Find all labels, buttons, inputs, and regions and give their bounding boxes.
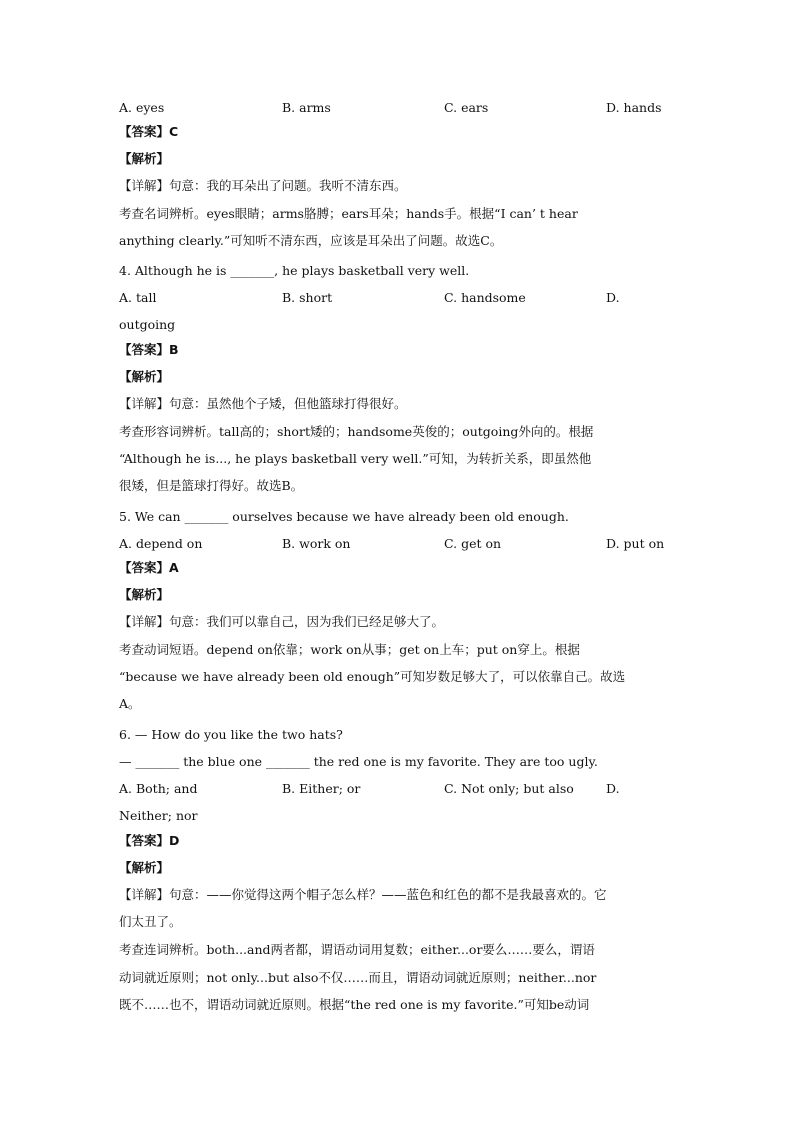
q4-option-b: B. short xyxy=(282,290,333,305)
q4-explain-line-2: “Although he is..., he plays basketball very well.”可知，为转折关系，即虽然他 xyxy=(119,451,592,466)
q5-option-a: A. depend on xyxy=(119,536,203,551)
q6-option-d: D. xyxy=(606,781,620,796)
q6-question: 6. — How do you like the two hats? xyxy=(119,727,343,742)
q6-answer: 【答案】D xyxy=(119,833,180,848)
q4-explain-line-3: 很矮，但是篮球打得好。故选B。 xyxy=(119,478,304,493)
q6-option-b: B. Either; or xyxy=(282,781,361,796)
q3-analysis-heading: 【解析】 xyxy=(119,151,170,166)
q4-answer: 【答案】B xyxy=(119,342,179,357)
q4-option-a: A. tall xyxy=(119,290,157,305)
q4-option-d: D. xyxy=(606,290,620,305)
q4-analysis-heading: 【解析】 xyxy=(119,369,170,384)
q5-explain-line-2: “because we have already been old enough”可知岁数足够大了，可以依靠自己。故选 xyxy=(119,669,626,684)
q3-explain-line-2: anything clearly.”可知听不清东西，应该是耳朵出了问题。故选C。 xyxy=(119,233,503,248)
q6-question-line-2: — _______ the blue one _______ the red one is my favorite. They are too ugly. xyxy=(119,754,598,769)
q4-explain-line-1: 考查形容词辨析。tall高的；short矮的；handsome英俊的；outgoing外向的。根据 xyxy=(119,424,594,439)
q5-option-c: C. get on xyxy=(444,536,502,551)
q5-explain-line-1: 考查动词短语。depend on依靠；work on从事；get on上车；put on穿上。根据 xyxy=(119,642,580,657)
q3-detail: 【详解】句意：我的耳朵出了问题。我听不清东西。 xyxy=(119,178,407,193)
q6-option-a: A. Both; and xyxy=(119,781,198,796)
q6-option-c: C. Not only; but also xyxy=(444,781,574,796)
q5-detail: 【详解】句意：我们可以靠自己，因为我们已经足够大了。 xyxy=(119,614,445,629)
q6-explain-line-2: 动词就近原则；not only...but also不仅……而且，谓语动词就近原则；neither...nor xyxy=(119,970,597,985)
q6-detail-line-2: 们太丑了。 xyxy=(119,914,182,929)
q5-explain-line-3: A。 xyxy=(119,696,141,711)
q4-question: 4. Although he is _______, he plays basketball very well. xyxy=(119,263,470,278)
q4-option-c: C. handsome xyxy=(444,290,526,305)
q6-detail-line-1: 【详解】句意：——你觉得这两个帽子怎么样？——蓝色和红色的都不是我最喜欢的。它 xyxy=(119,887,607,902)
q6-explain-line-1: 考查连词辨析。both...and两者都，谓语动词用复数；either...or要么……要么，谓语 xyxy=(119,942,595,957)
q6-option-d-text: Neither; nor xyxy=(119,808,198,823)
q5-option-b: B. work on xyxy=(282,536,351,551)
q3-explain-line-1: 考查名词辨析。eyes眼睛；arms胳膊；ears耳朵；hands手。根据“I can’ t hear xyxy=(119,206,578,221)
q5-answer: 【答案】A xyxy=(119,560,179,575)
q5-question: 5. We can _______ ourselves because we have already been old enough. xyxy=(119,509,569,524)
q4-detail: 【详解】句意：虽然他个子矮，但他篮球打得很好。 xyxy=(119,396,407,411)
q3-option-d: D. hands xyxy=(606,100,662,115)
q6-explain-line-3: 既不……也不，谓语动词就近原则。根据“the red one is my favorite.”可知be动词 xyxy=(119,997,590,1012)
q5-option-d: D. put on xyxy=(606,536,665,551)
q3-option-b: B. arms xyxy=(282,100,331,115)
q3-answer: 【答案】C xyxy=(119,124,179,139)
q4-option-d-text: outgoing xyxy=(119,317,176,332)
q5-analysis-heading: 【解析】 xyxy=(119,587,170,602)
q3-option-c: C. ears xyxy=(444,100,489,115)
q3-option-a: A. eyes xyxy=(119,100,165,115)
q6-analysis-heading: 【解析】 xyxy=(119,860,170,875)
